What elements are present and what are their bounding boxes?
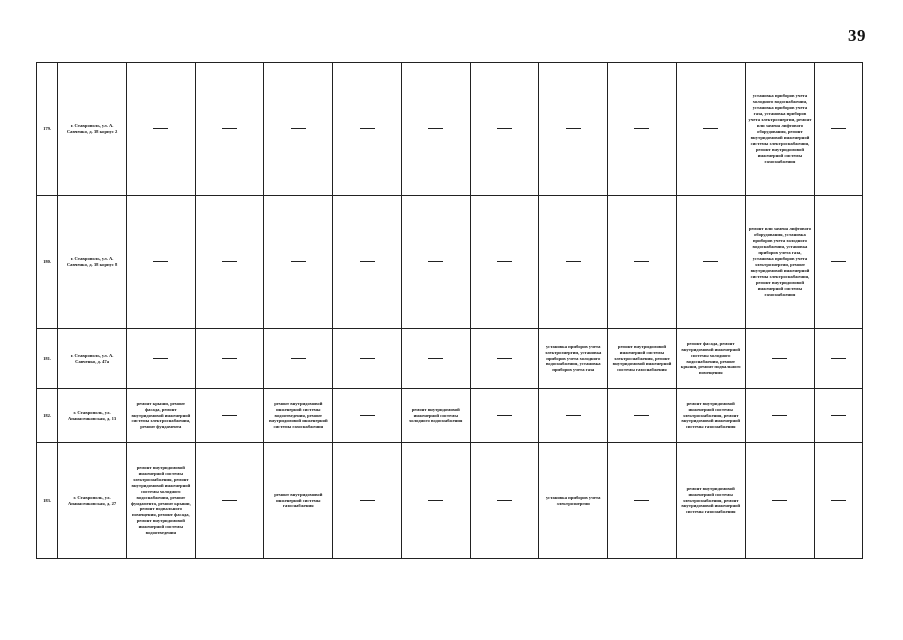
empty-cell (470, 329, 539, 389)
dash-mark (222, 261, 237, 262)
empty-cell (401, 63, 470, 196)
empty-cell (815, 63, 863, 196)
work-cell: установка приборов учета электроэнергии (539, 443, 608, 559)
dash-mark (222, 415, 237, 416)
dash-mark (772, 415, 787, 416)
empty-cell (195, 329, 264, 389)
address-cell: г. Ставрополь, ул. Апанасенковская, д. 27 (58, 443, 127, 559)
dash-mark (634, 415, 649, 416)
dash-mark (153, 128, 168, 129)
empty-cell (333, 443, 402, 559)
empty-cell (676, 196, 745, 329)
dash-mark (831, 128, 846, 129)
empty-cell (815, 329, 863, 389)
dash-mark (360, 358, 375, 359)
empty-cell (126, 329, 195, 389)
dash-mark (428, 358, 443, 359)
dash-mark (153, 358, 168, 359)
dash-mark (291, 261, 306, 262)
dash-mark (497, 415, 512, 416)
empty-cell (608, 389, 677, 443)
dash-mark (222, 358, 237, 359)
empty-cell (539, 196, 608, 329)
work-cell: ремонт внутридомовой инженерной системы холодного водоснабжения (401, 389, 470, 443)
repair-schedule-table (36, 62, 863, 559)
work-cell: ремонт крыши, ремонт фасада, ремонт внутридомовой инженерной системы электроснабжения, ремонт фундамента (126, 389, 195, 443)
work-cell: установка приборов учета холодного водоснабжения, установка приборов учета газа, установка приборов учета электроэнергии, ремонт или замена лифтового оборудования, ремонт внутридомовой инженерной системы электроснабжения, ремонт внутридомовой инженерной системы газоснабжения (745, 63, 815, 196)
dash-mark (428, 128, 443, 129)
empty-cell (333, 196, 402, 329)
empty-cell (470, 443, 539, 559)
empty-cell (470, 63, 539, 196)
empty-cell (401, 196, 470, 329)
work-cell: установка приборов учета электроэнергии, установка приборов учета холодного водоснабжения, установка приборов учета газа (539, 329, 608, 389)
empty-cell (195, 63, 264, 196)
dash-mark (497, 128, 512, 129)
row-number: 181. (37, 329, 58, 389)
row-number: 180. (37, 196, 58, 329)
row-number: 179. (37, 63, 58, 196)
dash-mark (831, 500, 846, 501)
dash-mark (566, 128, 581, 129)
dash-mark (831, 358, 846, 359)
dash-mark (291, 128, 306, 129)
work-cell: ремонт внутридомовой инженерной системы электроснабжения, ремонт внутридомовой инженерной системы газоснабжения (608, 329, 677, 389)
empty-cell (745, 329, 815, 389)
work-cell: ремонт фасада, ремонт внутридомовой инженерной системы холодного водоснабжения, ремонт крыши, ремонт подвального помещения (676, 329, 745, 389)
dash-mark (634, 261, 649, 262)
dash-mark (360, 261, 375, 262)
empty-cell (333, 329, 402, 389)
empty-cell (745, 443, 815, 559)
table-body (37, 63, 863, 559)
dash-mark (566, 261, 581, 262)
empty-cell (401, 443, 470, 559)
table-row (37, 389, 863, 443)
empty-cell (264, 329, 333, 389)
work-cell: ремонт внутридомовой инженерной системы электроснабжения, ремонт внутридомовой инженерной системы газоснабжения (676, 389, 745, 443)
empty-cell (676, 63, 745, 196)
dash-mark (634, 500, 649, 501)
empty-cell (401, 329, 470, 389)
empty-cell (608, 443, 677, 559)
work-cell: ремонт внутридомовой инженерной системы водоотведения, ремонт внутридомовой инженерной системы газоснабжения (264, 389, 333, 443)
empty-cell (126, 196, 195, 329)
row-number: 182. (37, 389, 58, 443)
dash-mark (360, 500, 375, 501)
work-cell: ремонт внутридомовой инженерной системы электроснабжения, ремонт внутридомовой инженерной системы холодного водоснабжения, ремонт фундамента, ремонт крыши, ремонт подвального помещения, ремонт фасада, ремонт внутридомовой инженерной системы водоотведения (126, 443, 195, 559)
empty-cell (608, 63, 677, 196)
dash-mark (360, 128, 375, 129)
empty-cell (333, 63, 402, 196)
empty-cell (333, 389, 402, 443)
empty-cell (195, 443, 264, 559)
dash-mark (831, 415, 846, 416)
address-cell: г. Ставрополь, ул. А. Савченко, д. 38 корпус 2 (58, 63, 127, 196)
empty-cell (815, 389, 863, 443)
row-number: 183. (37, 443, 58, 559)
empty-cell (470, 196, 539, 329)
dash-mark (291, 358, 306, 359)
dash-mark (497, 500, 512, 501)
dash-mark (222, 500, 237, 501)
dash-mark (703, 261, 718, 262)
address-cell: г. Ставрополь, ул. А. Савченко, д. 38 корпус 8 (58, 196, 127, 329)
empty-cell (815, 196, 863, 329)
dash-mark (222, 128, 237, 129)
address-cell: г. Ставрополь, ул. Апанасенковская, д. 13 (58, 389, 127, 443)
dash-mark (497, 261, 512, 262)
page-number: 39 (848, 26, 866, 45)
table-row (37, 443, 863, 559)
table-row (37, 196, 863, 329)
empty-cell (539, 389, 608, 443)
dash-mark (772, 500, 787, 501)
empty-cell (608, 196, 677, 329)
empty-cell (815, 443, 863, 559)
dash-mark (831, 261, 846, 262)
table-row (37, 63, 863, 196)
dash-mark (153, 261, 168, 262)
empty-cell (264, 63, 333, 196)
dash-mark (703, 128, 718, 129)
table-row (37, 329, 863, 389)
dash-mark (634, 128, 649, 129)
work-cell: ремонт внутридомовой инженерной системы электроснабжения, ремонт внутридомовой инженерной системы газоснабжения (676, 443, 745, 559)
dash-mark (360, 415, 375, 416)
work-cell: ремонт внутридомовой инженерной системы газоснабжения (264, 443, 333, 559)
address-cell: г. Ставрополь, ул. А. Савченко, д. 47а (58, 329, 127, 389)
empty-cell (126, 63, 195, 196)
empty-cell (195, 389, 264, 443)
empty-cell (264, 196, 333, 329)
dash-mark (428, 500, 443, 501)
empty-cell (539, 63, 608, 196)
empty-cell (745, 389, 815, 443)
dash-mark (772, 358, 787, 359)
dash-mark (497, 358, 512, 359)
work-cell: ремонт или замена лифтового оборудования, установка приборов учета холодного водоснабжения, установка приборов учета газа, установка приборов учета электроэнергии, ремонт внутридомовой инженерной системы электроснабжения, ремонт внутридомовой инженерной системы газоснабжения (745, 196, 815, 329)
dash-mark (566, 415, 581, 416)
dash-mark (428, 261, 443, 262)
empty-cell (195, 196, 264, 329)
empty-cell (470, 389, 539, 443)
